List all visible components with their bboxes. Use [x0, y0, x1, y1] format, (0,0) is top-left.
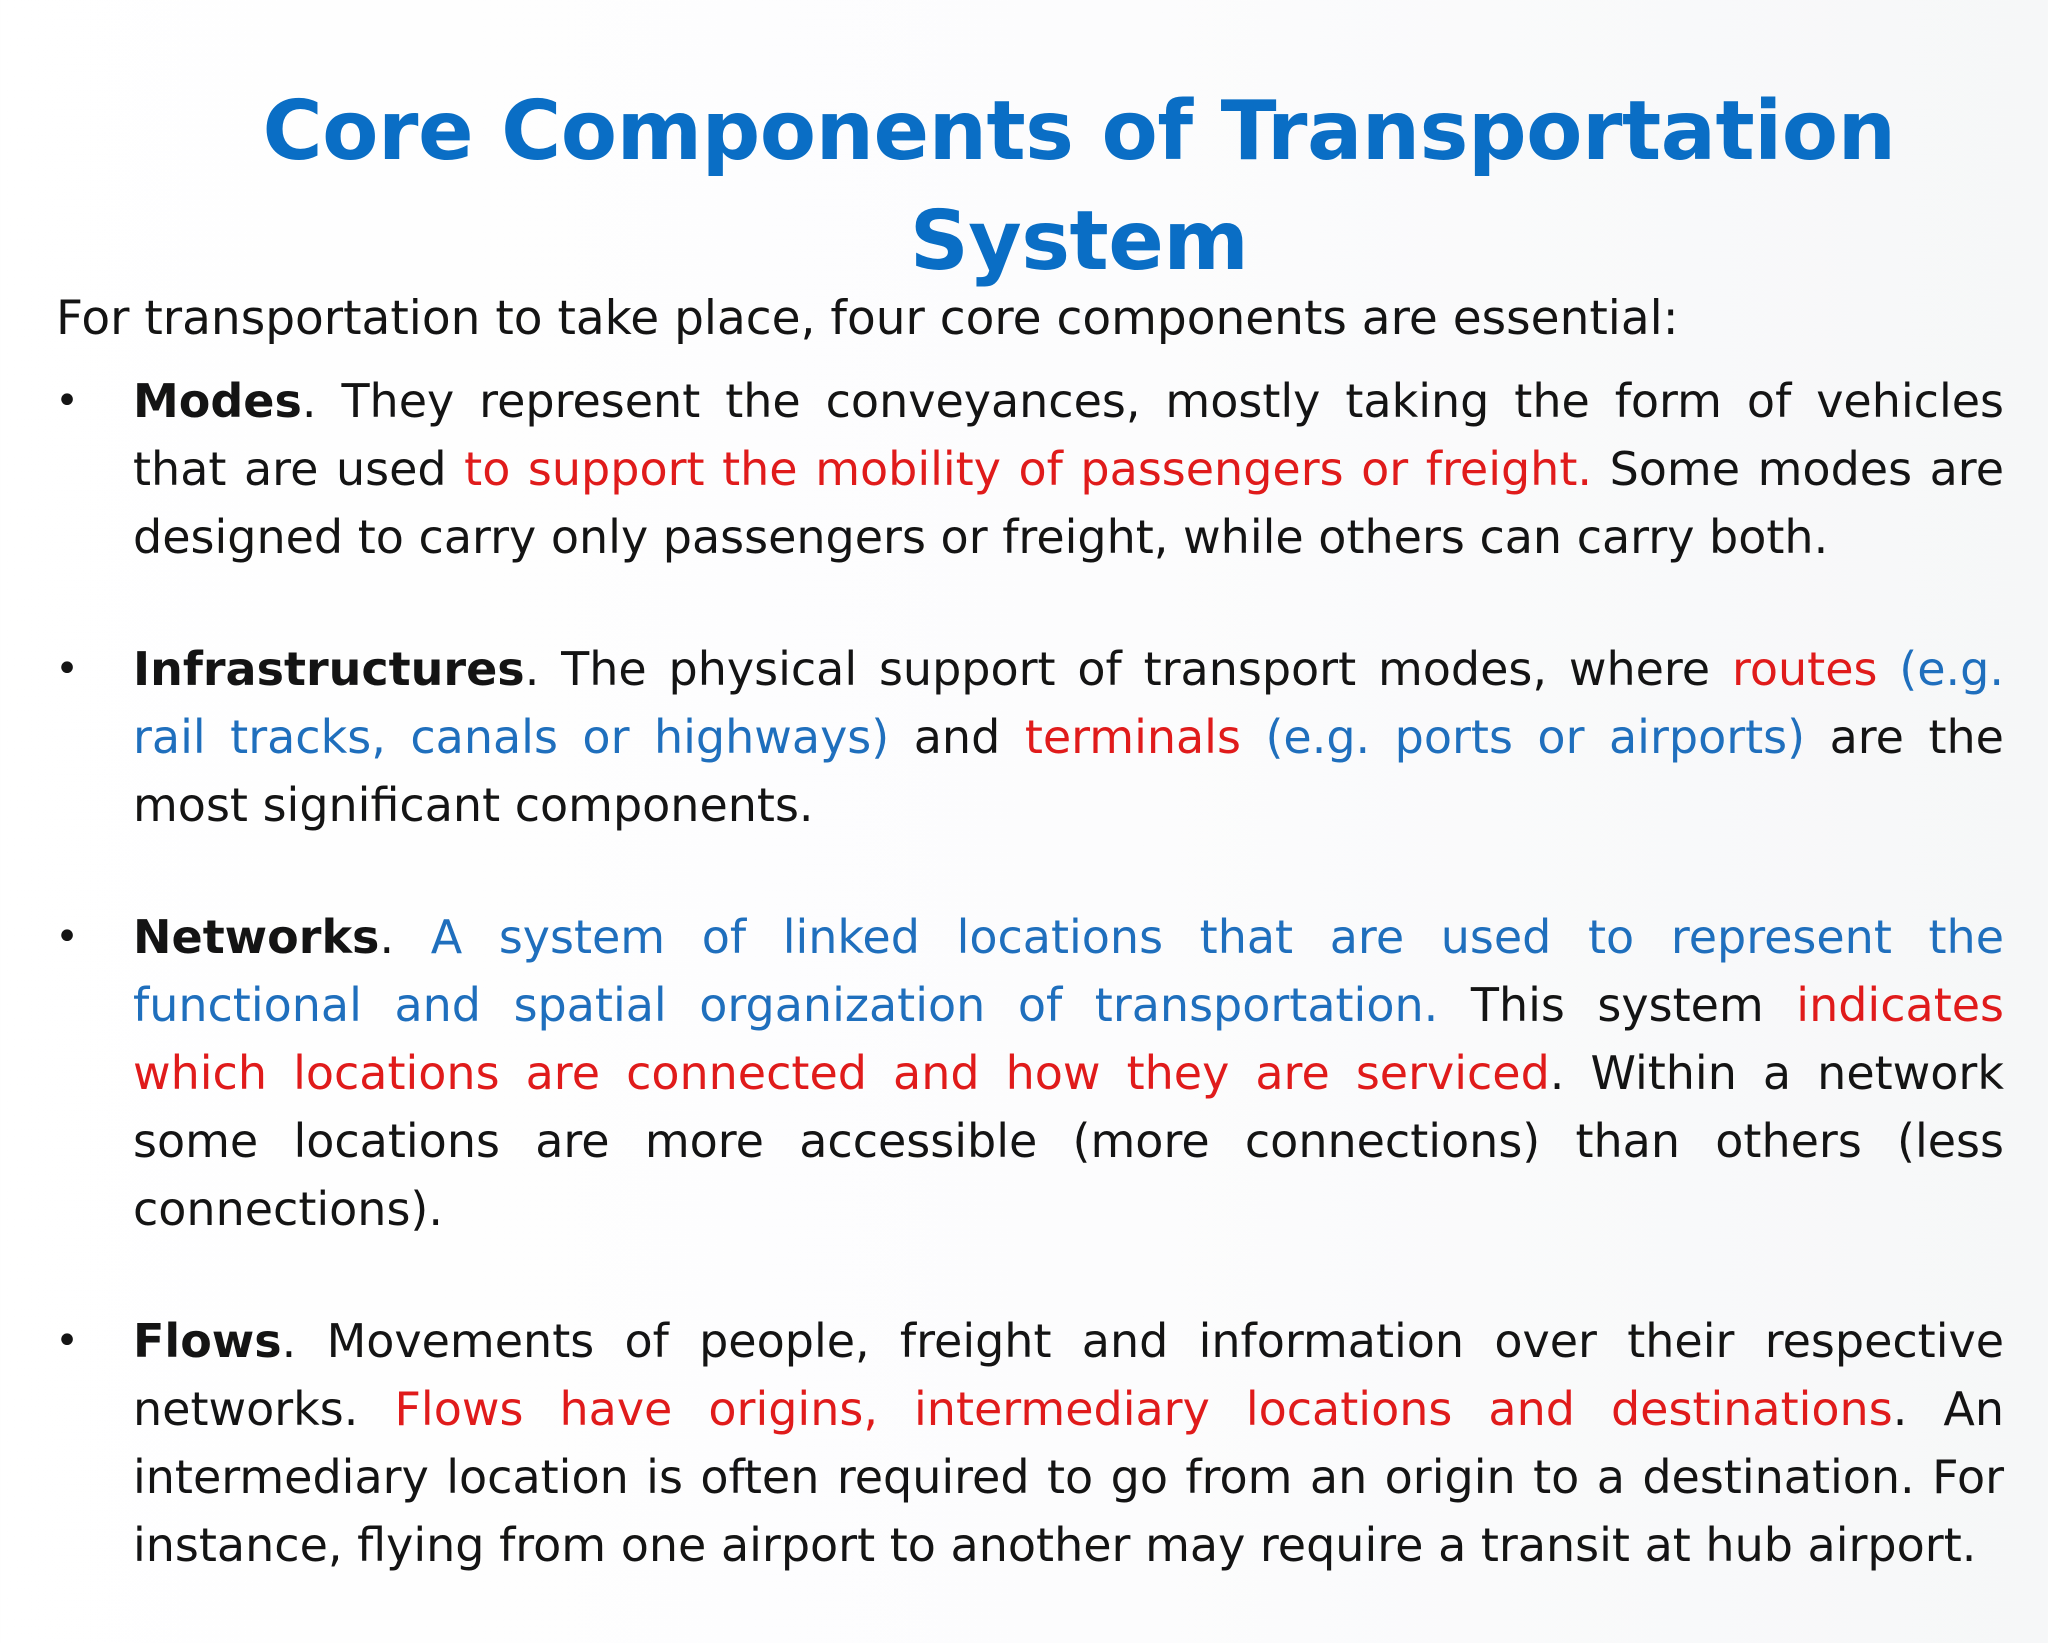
highlight-text: indicates which locations are connected and how they are serviced [133, 978, 2004, 1100]
bullet-text: Some modes are designed to carry only passengers or freight, while others can carry both. [133, 442, 2004, 564]
bullet-text: . Movements of people, freight and information over their respective networks. [133, 1314, 2004, 1436]
bullet-term: Networks [133, 910, 380, 964]
bullet-body [133, 1307, 2004, 1579]
bullet-body [133, 367, 2004, 571]
component-list [56, 367, 2004, 1643]
bullet-body [133, 635, 2004, 839]
bullet-text: . The physical support of transport modes, where [524, 642, 1732, 696]
slide-title: Core Components of Transportation System [262, 83, 1896, 289]
bullet-text: This system [1438, 978, 1797, 1032]
example-text: (e.g. ports or airports) [1240, 710, 1806, 764]
bullet-text: . An intermediary location is often required to go from an origin to a destination. For instance, flying from one airport to another may require a transit at hub airport. [133, 1382, 2004, 1572]
bullet-icon: • [55, 914, 79, 960]
bullet-body [133, 903, 2004, 1243]
bullet-text: are the most significant components. [133, 710, 2004, 832]
bullet-icon: • [55, 646, 79, 692]
highlight-text: terminals [1024, 710, 1241, 764]
intro-text: For transportation to take place, four core components are essential: [56, 291, 1679, 346]
bullet-modes [56, 367, 2004, 571]
bullet-term: Flows [133, 1314, 282, 1368]
bullet-icon: • [55, 378, 79, 424]
bullet-flows [56, 1307, 2004, 1579]
example-text: (e.g. rail tracks, canals or highways) [133, 642, 2004, 764]
highlight-text: to support the mobility of passengers or freight. [464, 442, 1592, 496]
bullet-text: . Within a network some locations are more accessible (more connections) than others (less connections). [133, 1046, 2004, 1236]
highlight-text: Flows have origins, intermediary locations and destinations [394, 1382, 1893, 1436]
bullet-term: Infrastructures [133, 642, 525, 696]
bullet-infrastructures [56, 635, 2004, 839]
bullet-icon: • [55, 1318, 79, 1364]
definition-text: A system of linked locations that are used to represent the functional and spatial organization of transportation. [133, 910, 2004, 1032]
bullet-networks [56, 903, 2004, 1243]
bullet-term: Modes [133, 374, 302, 428]
bullet-text: . They represent the conveyances, mostly taking the form of vehicles that are used [133, 374, 2004, 496]
highlight-text: routes [1731, 642, 1878, 696]
bullet-text: . [379, 910, 431, 964]
bullet-text: and [889, 710, 1025, 764]
